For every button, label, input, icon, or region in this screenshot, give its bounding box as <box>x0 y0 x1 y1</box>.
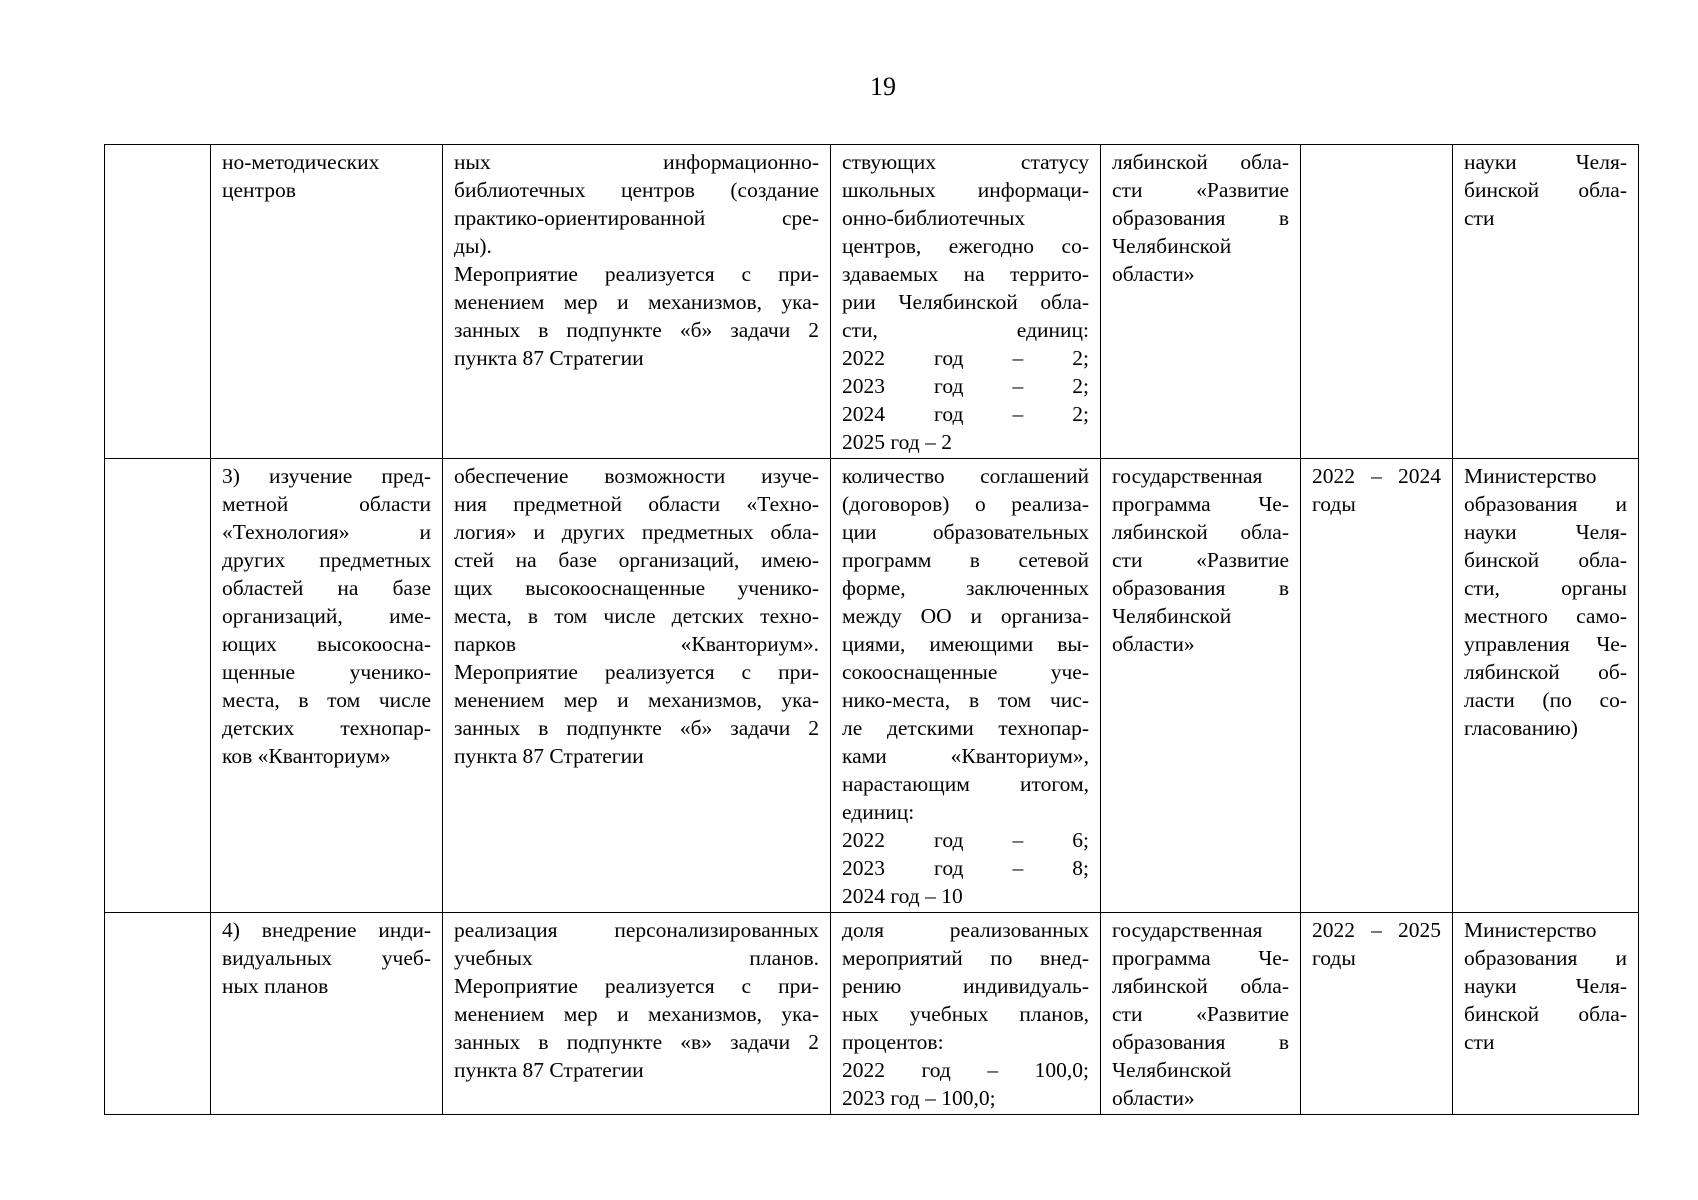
cell-number <box>105 913 211 1115</box>
cell-line: сти «Развитие <box>1112 548 1289 572</box>
cell-line: ласти (по со- <box>1464 688 1627 712</box>
cell-line: местного само- <box>1464 604 1627 628</box>
cell-line: циями, имеющими вы- <box>842 632 1089 656</box>
cell-line: гласованию) <box>1464 716 1578 740</box>
cell-line: ствующих статусу <box>842 150 1089 174</box>
cell-line: Челябинской <box>1112 604 1232 628</box>
cell-line: единиц: <box>842 800 915 824</box>
cell-program <box>1101 459 1301 913</box>
cell-line: видуальных учеб- <box>222 946 431 970</box>
cell-line: доля реализованных <box>842 918 1089 942</box>
cell-number <box>105 459 211 913</box>
cell-line: 4) внедрение инди- <box>222 918 431 942</box>
cell-line: пункта 87 Стратегии <box>454 346 644 370</box>
cell-content <box>443 145 831 459</box>
cell-line: 2022 – 2025 <box>1312 918 1441 942</box>
cell-line: образования и <box>1464 946 1627 970</box>
cell-indicator <box>831 913 1101 1115</box>
cell-line: учебных планов. <box>454 946 819 970</box>
cell-line: детских технопар- <box>222 716 431 740</box>
cell-line: образования в <box>1112 206 1289 230</box>
cell-line: практико-ориентированной сре- <box>454 206 819 230</box>
cell-line: занных в подпункте «в» задачи 2 <box>454 1030 819 1054</box>
cell-line: места, в том числе детских техно- <box>454 604 819 628</box>
cell-line: областей на базе <box>222 576 431 600</box>
cell-line: центров, ежегодно со- <box>842 234 1089 258</box>
cell-line: области» <box>1112 632 1195 656</box>
cell-line: ния предметной области «Техно- <box>454 492 819 516</box>
cell-line: программа Че- <box>1112 946 1289 970</box>
cell-line: бинской обла- <box>1464 1002 1627 1026</box>
cell-line: ды). <box>454 234 492 258</box>
cell-line: сти <box>1464 1030 1495 1054</box>
table-row <box>105 913 1639 1115</box>
cell-event <box>211 145 443 459</box>
cell-line: программ в сетевой <box>842 548 1089 572</box>
cell-line: нико-места, в том чис- <box>842 688 1089 712</box>
cell-program <box>1101 913 1301 1115</box>
cell-line: между ОО и организа- <box>842 604 1089 628</box>
cell-line: лябинской обла- <box>1112 150 1289 174</box>
cell-line: 2022 год – 6; <box>842 828 1089 852</box>
cell-line: менением мер и механизмов, ука- <box>454 290 819 314</box>
cell-line: ками «Кванториум», <box>842 744 1089 768</box>
cell-program <box>1101 145 1301 459</box>
cell-line: «Технология» и <box>222 520 431 544</box>
cell-line: лябинской обла- <box>1112 520 1289 544</box>
cell-line: щенные ученико- <box>222 660 431 684</box>
cell-line: (договоров) о реализа- <box>842 492 1089 516</box>
cell-line: менением мер и механизмов, ука- <box>454 1002 819 1026</box>
cell-line: Челябинской <box>1112 234 1232 258</box>
cell-line: Министерство <box>1464 464 1597 488</box>
cell-line: ных учебных планов, <box>842 1002 1089 1026</box>
cell-line: форме, заключенных <box>842 576 1089 600</box>
cell-line: обеспечение возможности изуче- <box>454 464 819 488</box>
cell-line: государственная <box>1112 918 1263 942</box>
cell-line: годы <box>1312 946 1356 970</box>
cell-line: Мероприятие реализуется с при- <box>454 974 819 998</box>
cell-line: щих высокооснащенные ученико- <box>454 576 819 600</box>
cell-line: 2022 год – 2; <box>842 346 1089 370</box>
cell-line: сти <box>1464 206 1495 230</box>
cell-line: 2023 год – 100,0; <box>842 1086 996 1110</box>
cell-line: реализация персонализированных <box>454 918 819 942</box>
cell-line: места, в том числе <box>222 688 431 712</box>
cell-line: Челябинской <box>1112 1058 1232 1082</box>
cell-line: ков «Кванториум» <box>222 744 391 768</box>
cell-event <box>211 459 443 913</box>
cell-line: области» <box>1112 262 1195 286</box>
cell-line: бинской обла- <box>1464 178 1627 202</box>
cell-line: логия» и других предметных обла- <box>454 520 819 544</box>
cell-content <box>443 913 831 1115</box>
cell-line: организаций, име- <box>222 604 431 628</box>
cell-line: парков «Кванториум». <box>454 632 819 656</box>
cell-line: государственная <box>1112 464 1263 488</box>
cell-line: Мероприятие реализуется с при- <box>454 262 819 286</box>
cell-line: центров <box>222 178 296 202</box>
cell-line: сти, органы <box>1464 576 1627 600</box>
measures-table <box>104 144 1639 1115</box>
cell-line: но-методических <box>222 150 380 174</box>
cell-line: бинской обла- <box>1464 548 1627 572</box>
cell-line: онно-библиотечных <box>842 206 1026 230</box>
page-number: 19 <box>870 72 896 101</box>
cell-content <box>443 459 831 913</box>
cell-line: рению индивидуаль- <box>842 974 1089 998</box>
cell-line: 3) изучение пред- <box>222 464 431 488</box>
cell-line: годы <box>1312 492 1356 516</box>
cell-line: ле детскими технопар- <box>842 716 1089 740</box>
cell-line: библиотечных центров (создание <box>454 178 819 202</box>
cell-number <box>105 145 211 459</box>
cell-line: сти «Развитие <box>1112 178 1289 202</box>
cell-line: ных планов <box>222 974 329 998</box>
cell-line: пункта 87 Стратегии <box>454 1058 644 1082</box>
cell-line: менением мер и механизмов, ука- <box>454 688 819 712</box>
cell-line: занных в подпункте «б» задачи 2 <box>454 318 819 342</box>
cell-line: науки Челя- <box>1464 150 1627 174</box>
cell-line: 2024 год – 10 <box>842 884 963 908</box>
cell-indicator <box>831 145 1101 459</box>
cell-line: 2025 год – 2 <box>842 430 952 454</box>
cell-line: науки Челя- <box>1464 520 1627 544</box>
cell-line: стей на базе организаций, имею- <box>454 548 819 572</box>
cell-line: количество соглашений <box>842 464 1089 488</box>
cell-line: образования и <box>1464 492 1627 516</box>
cell-executor <box>1453 913 1639 1115</box>
cell-line: образования в <box>1112 1030 1289 1054</box>
cell-line: 2022 – 2024 <box>1312 464 1441 488</box>
cell-line: программа Че- <box>1112 492 1289 516</box>
cell-period <box>1301 459 1453 913</box>
cell-line: 2023 год – 8; <box>842 856 1089 880</box>
cell-line: процентов: <box>842 1030 944 1054</box>
cell-line: лябинской обла- <box>1112 974 1289 998</box>
table-row <box>105 459 1639 913</box>
cell-line: 2024 год – 2; <box>842 402 1089 426</box>
cell-line: образования в <box>1112 576 1289 600</box>
cell-line: мероприятий по внед- <box>842 946 1089 970</box>
cell-executor <box>1453 459 1639 913</box>
cell-period <box>1301 913 1453 1115</box>
cell-line: 2023 год – 2; <box>842 374 1089 398</box>
table-row <box>105 145 1639 459</box>
cell-line: занных в подпункте «б» задачи 2 <box>454 716 819 740</box>
cell-line: сти «Развитие <box>1112 1002 1289 1026</box>
cell-line: рии Челябинской обла- <box>842 290 1089 314</box>
cell-line: нарастающим итогом, <box>842 772 1089 796</box>
cell-line: ющих высокоосна- <box>222 632 431 656</box>
cell-line: ции образовательных <box>842 520 1089 544</box>
cell-line: пункта 87 Стратегии <box>454 744 644 768</box>
cell-line: Мероприятие реализуется с при- <box>454 660 819 684</box>
cell-period <box>1301 145 1453 459</box>
cell-line: области» <box>1112 1086 1195 1110</box>
cell-line: ных информационно- <box>454 150 819 174</box>
cell-line: школьных информаци- <box>842 178 1089 202</box>
cell-line: сти, единиц: <box>842 318 1089 342</box>
cell-line: сокооснащенные уче- <box>842 660 1089 684</box>
cell-line: здаваемых на террито- <box>842 262 1089 286</box>
cell-line: других предметных <box>222 548 431 572</box>
cell-line: метной области <box>222 492 431 516</box>
cell-line: Министерство <box>1464 918 1597 942</box>
cell-indicator <box>831 459 1101 913</box>
cell-line: науки Челя- <box>1464 974 1627 998</box>
cell-line: лябинской об- <box>1464 660 1627 684</box>
cell-event <box>211 913 443 1115</box>
cell-line: 2022 год – 100,0; <box>842 1058 1089 1082</box>
cell-executor <box>1453 145 1639 459</box>
cell-line: управления Че- <box>1464 632 1627 656</box>
